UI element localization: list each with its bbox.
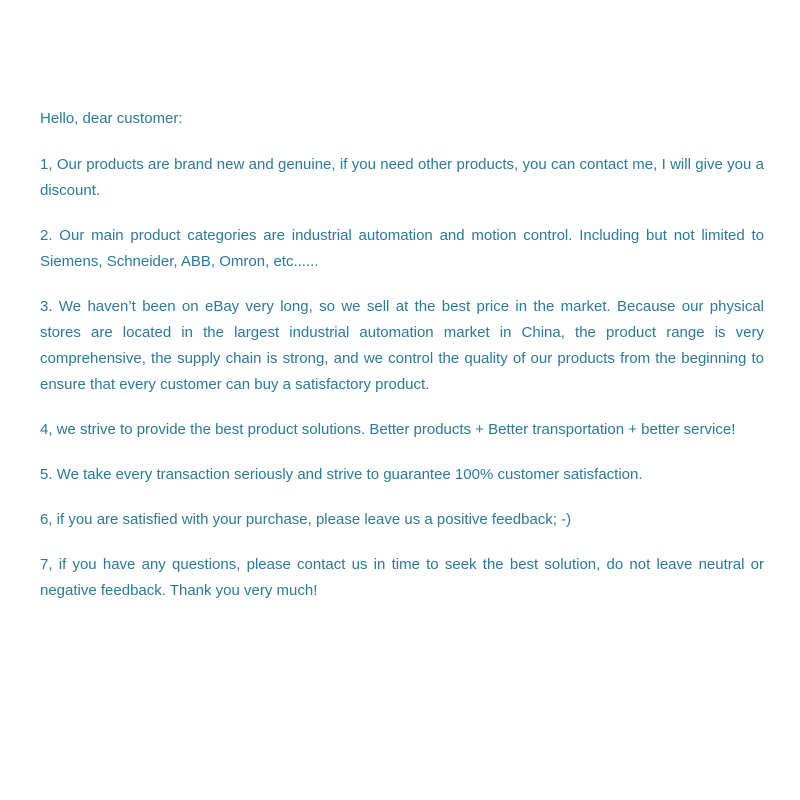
paragraph-4: 4, we strive to provide the best product solutions. Better products + Better transportation + better service! <box>40 421 736 438</box>
customer-letter <box>40 106 764 623</box>
paragraph-5: 5. We take every transaction seriously and strive to guarantee 100% customer satisfaction. <box>40 466 643 483</box>
paragraph-7: 7, if you have any questions, please contact us in time to seek the best solution, do not leave neutral or negative feedback. Thank you very much! <box>40 556 764 599</box>
paragraph-1: 1, Our products are brand new and genuine, if you need other products, you can contact me, I will give you a discount. <box>40 156 764 199</box>
paragraph-3: 3. We haven’t been on eBay very long, so we sell at the best price in the market. Because our physical stores are located in the largest industrial automation market in China, the product range is very comprehensive, the supply chain is strong, and we control the quality of our products from the beginning to ensure that every customer can buy a satisfactory product. <box>40 298 764 393</box>
greeting: Hello, dear customer: <box>40 110 183 127</box>
paragraph-2: 2. Our main product categories are industrial automation and motion control. Including but not limited to Siemens, Schneider, ABB, Omron, etc...... <box>40 227 764 270</box>
paragraph-6: 6, if you are satisfied with your purchase, please leave us a positive feedback; -) <box>40 511 572 528</box>
